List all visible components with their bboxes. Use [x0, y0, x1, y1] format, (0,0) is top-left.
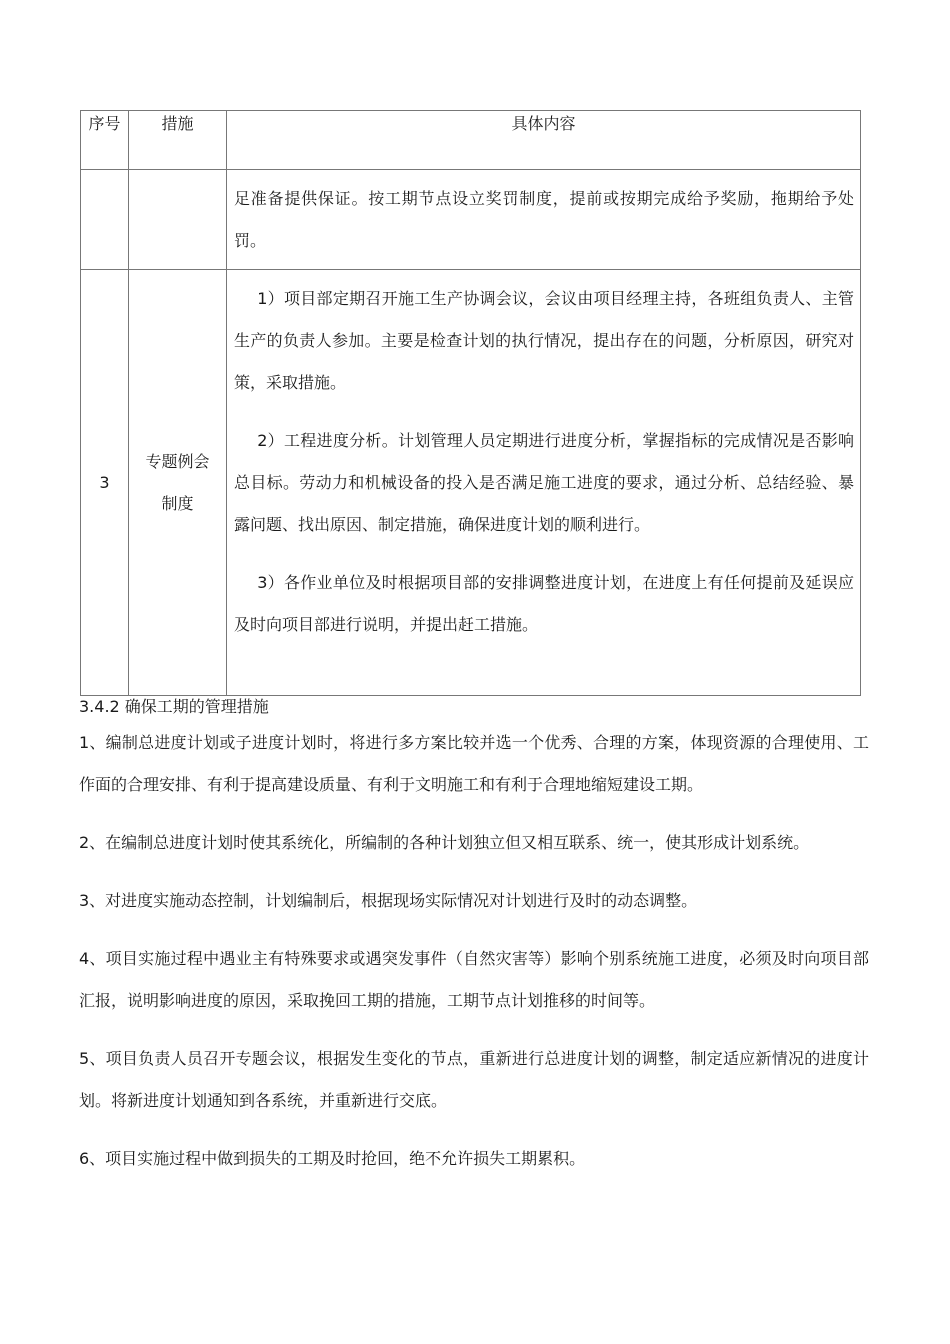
cell-measure: [129, 170, 227, 270]
content-paragraph: 足准备提供保证。按工期节点设立奖罚制度，提前或按期完成给予奖励，拖期给予处罚。: [234, 189, 854, 250]
list-item: 6、项目实施过程中做到损失的工期及时抢回，绝不允许损失工期累积。: [79, 1149, 586, 1168]
list-item: 4、项目实施过程中遇业主有特殊要求或遇突发事件（自然灾害等）影响个别系统施工进度，必须及时向项目部汇报，说明影响进度的原因，采取挽回工期的措施，工期节点计划推移的时间等。: [79, 949, 869, 1010]
measures-table: [80, 110, 861, 696]
measure-name: [138, 441, 218, 525]
header-seq: 序号: [81, 111, 129, 170]
content-paragraph: 3）各作业单位及时根据项目部的安排调整进度计划，在进度上有任何提前及延误应及时向项目部进行说明，并提出赶工措施。: [234, 573, 854, 634]
cell-seq: [81, 170, 129, 270]
header-content: 具体内容: [227, 111, 861, 170]
content-paragraph: 1）项目部定期召开施工生产协调会议，会议由项目经理主持，各班组负责人、主管生产的负责人参加。主要是检查计划的执行情况，提出存在的问题，分析原因，研究对策，采取措施。: [234, 289, 854, 392]
measure-name-line1: 专题例会: [145, 451, 210, 471]
cell-seq: [81, 270, 129, 696]
cell-measure: [129, 270, 227, 696]
content-paragraph: 2）工程进度分析。计划管理人员定期进行进度分析，掌握指标的完成情况是否影响总目标。劳动力和机械设备的投入是否满足施工进度的要求，通过分析、总结经验、暴露问题、找出原因、制定措施，确保进度计划的顺利进行。: [234, 431, 854, 534]
list-item: 1、编制总进度计划或子进度计划时，将进行多方案比较并选一个优秀、合理的方案，体现资源的合理使用、工作面的合理安排、有利于提高建设质量、有利于文明施工和有利于合理地缩短建设工期。: [79, 733, 869, 794]
list-item: 2、在编制总进度计划时使其系统化，所编制的各种计划独立但又相互联系、统一，使其形成计划系统。: [79, 833, 810, 852]
table-row: [81, 270, 861, 696]
list-item: 5、项目负责人员召开专题会议，根据发生变化的节点，重新进行总进度计划的调整，制定适应新情况的进度计划。将新进度计划通知到各系统，并重新进行交底。: [79, 1049, 869, 1110]
header-measure: 措施: [129, 111, 227, 170]
measure-name-line2: 制度: [161, 493, 194, 513]
section-heading: 3.4.2 确保工期的管理措施: [79, 697, 269, 716]
row-number: 3: [99, 473, 110, 492]
management-measures-section: [79, 695, 869, 1196]
list-item: 3、对进度实施动态控制，计划编制后，根据现场实际情况对计划进行及时的动态调整。: [79, 891, 698, 910]
cell-content: [227, 270, 861, 696]
table-row: [81, 170, 861, 270]
cell-content: [227, 170, 861, 270]
table-header-row: [81, 111, 861, 170]
